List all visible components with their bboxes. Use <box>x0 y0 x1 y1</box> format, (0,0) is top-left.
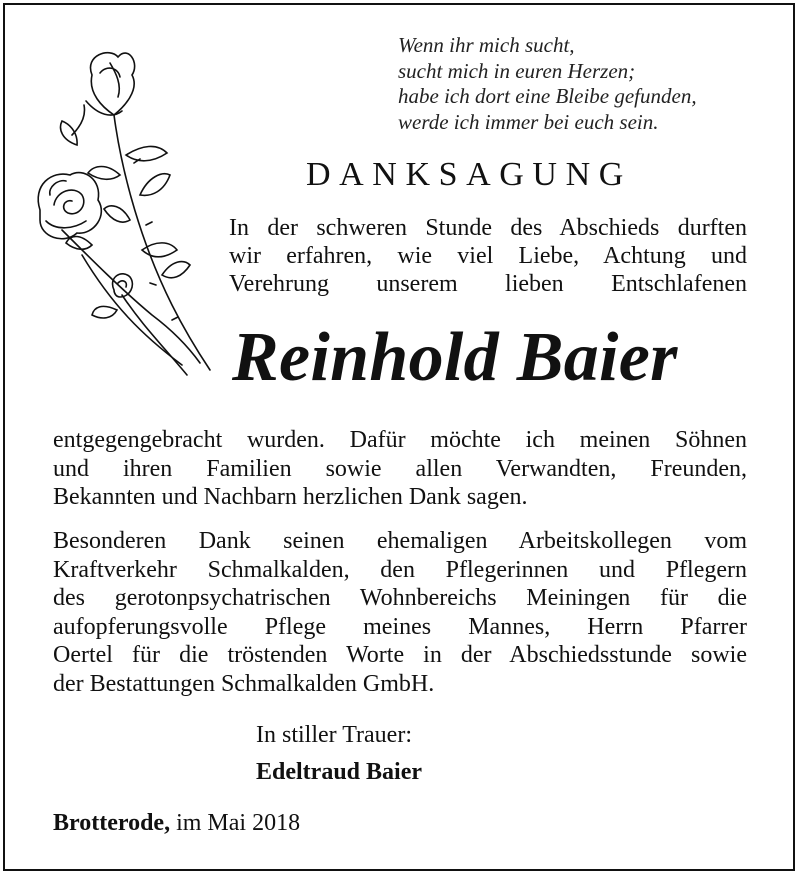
paragraph-line: Bekannten und Nachbarn herzlichen Dank sagen. <box>53 484 528 510</box>
paragraph-line: aufopferungsvolle Pflege meines Mannes, Herrn Pfarrer <box>53 613 747 640</box>
intro-line: In der schweren Stunde des Abschieds durften <box>229 215 747 241</box>
poem-line: habe ich dort eine Bleibe gefunden, <box>398 84 697 108</box>
intro-line: wir erfahren, wie viel Liebe, Achtung und <box>229 243 747 269</box>
paragraph-line: Oertel für die tröstenden Worte in der Abschiedsstunde sowie <box>53 642 747 668</box>
date-text: im Mai 2018 <box>176 810 301 836</box>
mourning-label: In stiller Trauer: <box>256 722 412 748</box>
paragraph-line: der Bestattungen Schmalkalden GmbH. <box>53 670 435 697</box>
paragraph-line: des gerotonpsychatrischen Wohnbereichs Meiningen für die <box>53 585 747 611</box>
place-name: Brotterode, <box>53 810 171 836</box>
signer-name: Edeltraud Baier <box>256 759 422 785</box>
intro-text <box>229 214 747 298</box>
deceased-name: Reinhold Baier <box>232 319 678 396</box>
poem-line: werde ich immer bei euch sein. <box>398 109 659 134</box>
poem <box>398 33 697 135</box>
notice-heading: DANKSAGUNG <box>306 156 632 193</box>
thanks-paragraph-1 <box>53 426 747 512</box>
paragraph-line: entgegengebracht wurden. Dafür möchte ich meinen Söhnen <box>53 427 747 453</box>
thanks-paragraph-2 <box>53 527 747 698</box>
paragraph-line: Besonderen Dank seinen ehemaligen Arbeitskollegen vom <box>53 528 747 554</box>
paragraph-line: und ihren Familien sowie allen Verwandten, Freunden, <box>53 455 747 482</box>
rose-illustration <box>22 45 222 385</box>
poem-line: Wenn ihr mich sucht, <box>398 33 575 57</box>
paragraph-line: Kraftverkehr Schmalkalden, den Pflegerinnen und Pflegern <box>53 556 747 583</box>
poem-line: sucht mich in euren Herzen; <box>398 58 636 83</box>
intro-line: Verehrung unserem lieben Entschlafenen <box>229 271 747 297</box>
place-date <box>53 810 300 837</box>
